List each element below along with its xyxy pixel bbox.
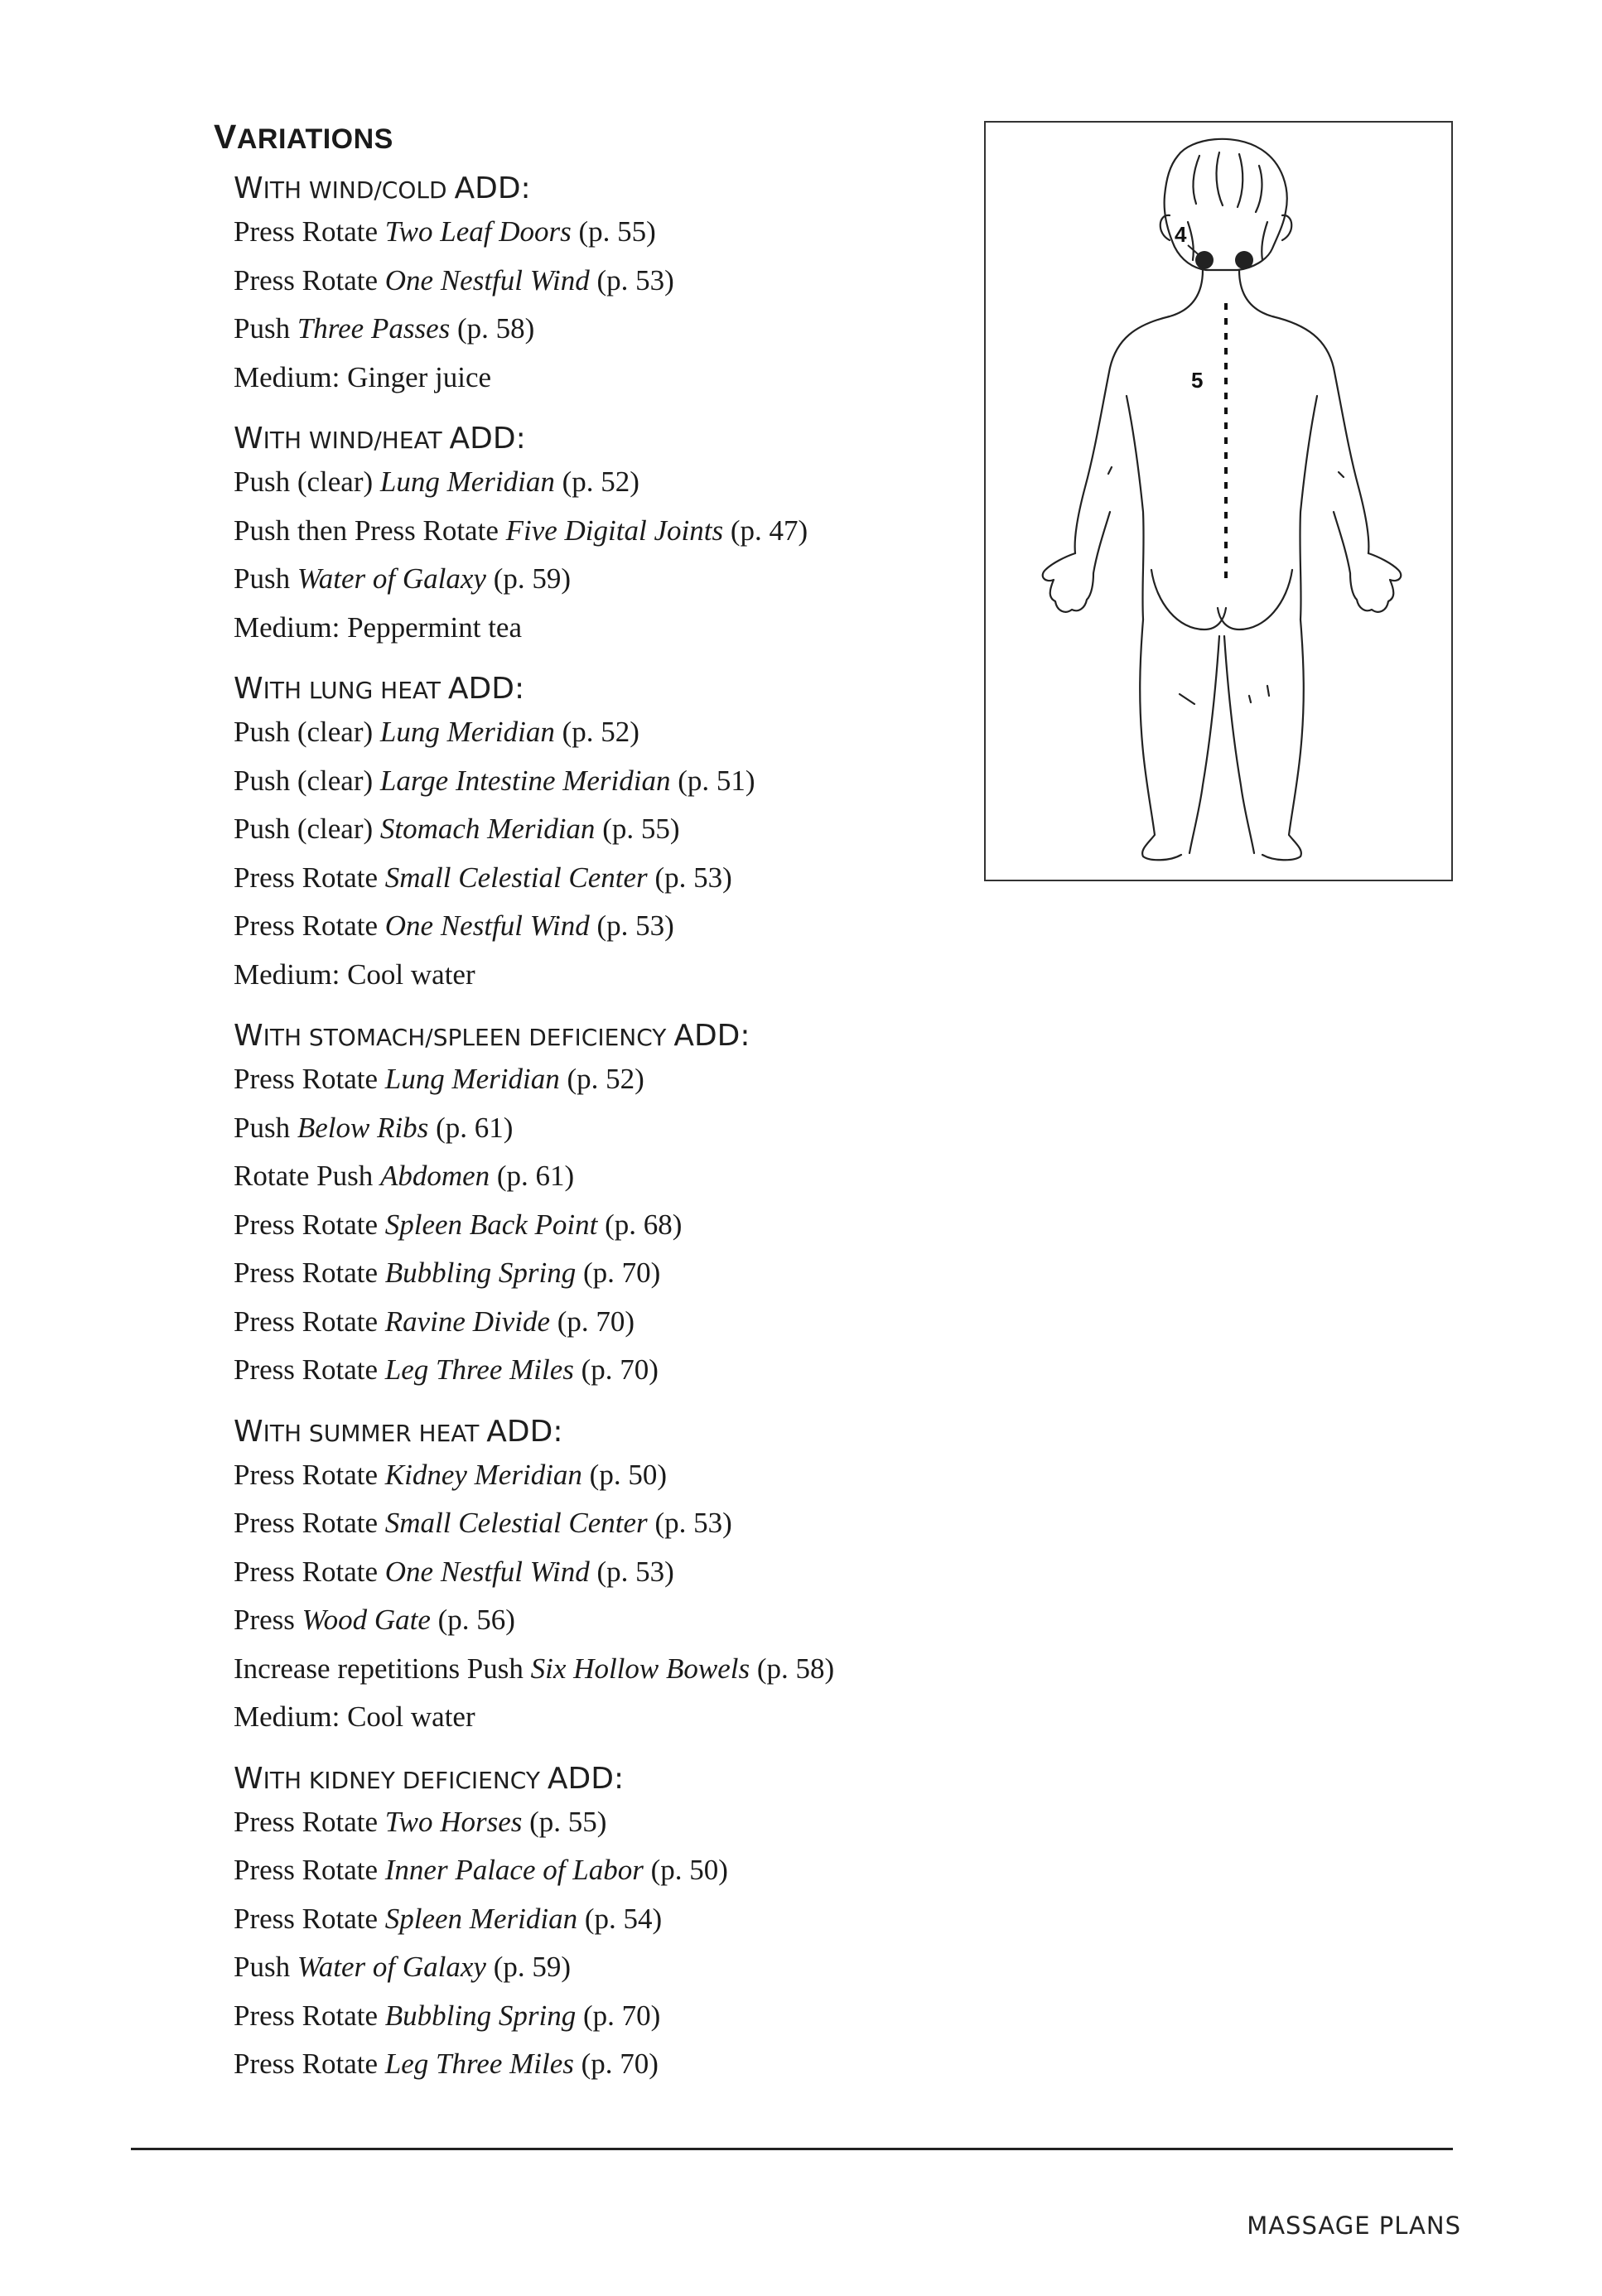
technique-page-ref: (p. 68): [597, 1208, 683, 1241]
technique-item: [234, 1992, 979, 2041]
technique-point-name: Leg Three Miles: [384, 1353, 574, 1386]
technique-action: Press Rotate: [234, 1999, 385, 2032]
hair-strand: [1217, 152, 1223, 205]
variation-heading-add: ADD:: [486, 1414, 563, 1449]
technique-page-ref: (p. 53): [589, 263, 674, 297]
technique-page-ref: (p. 70): [576, 1999, 661, 2032]
body-mark: [1339, 472, 1344, 477]
technique-point-name: Leg Three Miles: [384, 2048, 574, 2080]
buttocks: [1151, 570, 1226, 629]
heading-rest: ARIATIONS: [236, 123, 393, 155]
right-leg: [1262, 620, 1304, 860]
technique-item: [234, 1548, 979, 1597]
technique-page-ref: (p. 59): [485, 1951, 572, 1983]
technique-item: [234, 1499, 979, 1548]
technique-item: [234, 2040, 979, 2089]
technique-item: [234, 1451, 979, 1500]
left-leg: [1140, 620, 1181, 860]
right-side: [1300, 396, 1317, 620]
body-mark: [1180, 694, 1194, 704]
technique-point-name: Water of Galaxy: [297, 1951, 486, 1983]
technique-action: Press Rotate: [234, 263, 385, 297]
variation-heading-initial: W: [234, 1414, 263, 1449]
variation-heading-text: ITH SUMMER HEAT: [263, 1419, 480, 1447]
torso-outline: [1075, 270, 1203, 553]
technique-action: Medium: Cool water: [234, 1700, 475, 1733]
left-leg-inner: [1189, 636, 1219, 853]
technique-item: [234, 1596, 979, 1645]
technique-point-name: Spleen Back Point: [384, 1208, 598, 1241]
footer-section-title: MASSAGE PLANS: [1247, 2212, 1461, 2240]
technique-page-ref: (p. 52): [554, 465, 639, 498]
technique-page-ref: (p. 58): [750, 1652, 835, 1685]
technique-page-ref: (p. 53): [647, 1507, 732, 1539]
technique-item: [234, 1055, 979, 1104]
technique-point-name: Bubbling Spring: [384, 1257, 577, 1289]
technique-action: Press Rotate: [234, 1063, 385, 1095]
hair-strand: [1262, 222, 1267, 260]
technique-page-ref: (p. 58): [450, 312, 535, 345]
technique-item: [234, 555, 979, 604]
technique-point-name: Bubbling Spring: [384, 1999, 577, 2032]
hair-strand: [1194, 156, 1199, 204]
footer-divider: [131, 2148, 1453, 2150]
buttocks: [1218, 570, 1292, 629]
variation-heading-text: ITH LUNG HEAT: [263, 677, 441, 704]
technique-action: Press Rotate: [234, 1902, 385, 1935]
technique-action: Press Rotate: [234, 215, 385, 248]
technique-action: Push: [234, 312, 297, 345]
technique-point-name: Ravine Divide: [384, 1305, 550, 1338]
technique-point-name: One Nestful Wind: [384, 263, 590, 297]
technique-list: [234, 1055, 979, 1395]
technique-point-name: Lung Meridian: [384, 1063, 560, 1095]
technique-action: Press Rotate: [234, 1854, 385, 1886]
technique-action: Press Rotate: [234, 1353, 385, 1386]
technique-point-name: Kidney Meridian: [384, 1458, 582, 1491]
technique-item: [234, 805, 979, 854]
variation-section: [234, 1412, 979, 1742]
body-mark: [1267, 686, 1269, 696]
variation-section: [234, 1759, 979, 2089]
technique-action: Press Rotate: [234, 1305, 385, 1338]
technique-action: Push: [234, 562, 297, 595]
technique-page-ref: (p. 54): [577, 1902, 663, 1935]
technique-page-ref: (p. 47): [723, 514, 808, 547]
technique-item: [234, 1104, 979, 1153]
variation-heading: [234, 169, 979, 208]
technique-point-name: Lung Meridian: [379, 465, 555, 498]
hair-strand: [1256, 166, 1262, 212]
variation-heading: [234, 1412, 979, 1451]
variation-section: [234, 169, 979, 402]
technique-point-name: Inner Palace of Labor: [384, 1854, 644, 1886]
variation-heading-add: ADD:: [449, 422, 526, 456]
variation-heading-initial: W: [234, 171, 263, 205]
variation-heading: [234, 1759, 979, 1798]
point-label-4: 4: [1175, 222, 1187, 247]
point-label-5: 5: [1191, 368, 1204, 393]
technique-page-ref: (p. 61): [490, 1160, 575, 1192]
technique-item: [234, 1943, 979, 1992]
torso-outline: [1239, 270, 1368, 553]
variation-section: [234, 1016, 979, 1395]
technique-point-name: Spleen Meridian: [384, 1902, 578, 1935]
technique-item: [234, 854, 979, 903]
technique-item: [234, 458, 979, 507]
body-mark: [1249, 696, 1251, 702]
technique-action: Push (clear): [234, 716, 380, 748]
variation-heading-add: ADD:: [547, 1761, 625, 1796]
variation-heading-text: ITH WIND/HEAT: [263, 427, 442, 454]
technique-page-ref: (p. 52): [559, 1063, 644, 1095]
technique-point-name: Wood Gate: [302, 1604, 431, 1636]
technique-point-name: Two Leaf Doors: [384, 215, 572, 248]
heading-initial: V: [214, 118, 237, 156]
variation-heading-add: ADD:: [454, 171, 531, 205]
technique-point-name: Water of Galaxy: [297, 562, 486, 595]
technique-page-ref: (p. 50): [643, 1854, 728, 1886]
variation-heading-initial: W: [234, 422, 263, 456]
technique-item: [234, 1846, 979, 1895]
technique-item: [234, 604, 979, 653]
variation-section: [234, 669, 979, 999]
technique-item: [234, 1346, 979, 1395]
technique-page-ref: (p. 70): [576, 1257, 661, 1289]
variation-heading: [234, 1016, 979, 1055]
acupoint-right: [1235, 251, 1253, 269]
technique-item: [234, 1895, 979, 1944]
technique-item: [234, 257, 979, 306]
technique-list: [234, 1798, 979, 2089]
technique-action: Press Rotate: [234, 1555, 385, 1588]
technique-action: Press Rotate: [234, 1208, 385, 1241]
technique-point-name: Five Digital Joints: [505, 514, 724, 547]
technique-page-ref: (p. 50): [581, 1458, 667, 1491]
technique-action: Push (clear): [234, 813, 380, 845]
technique-page-ref: (p. 59): [485, 562, 572, 595]
technique-point-name: Large Intestine Meridian: [379, 764, 671, 797]
technique-item: [234, 1298, 979, 1347]
technique-action: Press Rotate: [234, 1257, 385, 1289]
technique-item: [234, 1201, 979, 1250]
technique-item: [234, 507, 979, 556]
technique-item: [234, 1645, 979, 1694]
variation-heading: [234, 419, 979, 458]
technique-action: Press: [234, 1604, 302, 1636]
technique-action: Medium: Ginger juice: [234, 360, 492, 393]
variation-heading-initial: W: [234, 1761, 263, 1796]
technique-page-ref: (p. 61): [428, 1111, 514, 1144]
technique-list: [234, 708, 979, 999]
technique-page-ref: (p. 53): [647, 861, 732, 894]
technique-point-name: Abdomen: [379, 1160, 490, 1192]
pointer-line: [1188, 245, 1203, 258]
technique-point-name: Below Ribs: [297, 1111, 429, 1144]
technique-point-name: Stomach Meridian: [379, 813, 596, 845]
technique-action: Medium: Cool water: [234, 957, 475, 991]
technique-action: Press Rotate: [234, 909, 385, 942]
variations-list: [234, 169, 979, 2089]
technique-item: [234, 951, 979, 1000]
technique-item: [234, 1798, 979, 1847]
variation-heading-initial: W: [234, 1019, 263, 1053]
technique-action: Press Rotate: [234, 1458, 385, 1491]
technique-action: Push: [234, 1111, 297, 1144]
technique-action: Press Rotate: [234, 1805, 385, 1838]
technique-page-ref: (p. 55): [595, 813, 680, 845]
technique-point-name: One Nestful Wind: [384, 1555, 590, 1588]
technique-page-ref: (p. 52): [554, 716, 639, 748]
technique-point-name: One Nestful Wind: [384, 909, 590, 942]
left-side: [1127, 396, 1144, 620]
variation-heading-initial: W: [234, 672, 263, 706]
technique-action: Push (clear): [234, 465, 380, 498]
technique-point-name: Three Passes: [297, 312, 451, 345]
technique-action: Rotate Push: [234, 1160, 380, 1192]
technique-item: [234, 1249, 979, 1298]
right-leg-inner: [1224, 636, 1254, 853]
technique-point-name: Six Hollow Bowels: [530, 1652, 750, 1685]
technique-action: Push: [234, 1951, 297, 1983]
technique-action: Medium: Peppermint tea: [234, 610, 522, 644]
technique-item: [234, 354, 979, 403]
technique-item: [234, 305, 979, 354]
technique-action: Push then Press Rotate: [234, 514, 506, 547]
child-back-illustration: [986, 123, 1451, 880]
technique-item: [234, 708, 979, 757]
variation-heading: [234, 669, 979, 708]
technique-point-name: Lung Meridian: [379, 716, 555, 748]
technique-action: Increase repetitions Push: [234, 1652, 531, 1685]
technique-point-name: Small Celestial Center: [384, 1507, 648, 1539]
technique-item: [234, 757, 979, 806]
technique-page-ref: (p. 53): [589, 909, 674, 942]
child-back-diagram: [984, 121, 1453, 881]
technique-item: [234, 208, 979, 257]
technique-page-ref: (p. 70): [573, 2048, 659, 2080]
technique-page-ref: (p. 55): [571, 215, 656, 248]
technique-page-ref: (p. 70): [573, 1353, 659, 1386]
hair-strand: [1238, 154, 1243, 207]
head-outline: [1165, 139, 1287, 270]
technique-point-name: Small Celestial Center: [384, 861, 648, 894]
technique-page-ref: (p. 55): [522, 1805, 607, 1838]
technique-item: [234, 902, 979, 951]
variation-heading-text: ITH WIND/COLD: [263, 176, 447, 204]
body-mark: [1108, 467, 1112, 474]
technique-page-ref: (p. 56): [430, 1604, 515, 1636]
technique-action: Push (clear): [234, 764, 380, 797]
variation-heading-add: ADD:: [447, 672, 525, 706]
technique-item: [234, 1693, 979, 1742]
technique-page-ref: (p. 53): [589, 1555, 674, 1588]
technique-point-name: Two Horses: [384, 1805, 523, 1838]
technique-action: Press Rotate: [234, 861, 385, 894]
technique-action: Press Rotate: [234, 1507, 385, 1539]
technique-action: Press Rotate: [234, 2048, 385, 2080]
technique-list: [234, 208, 979, 402]
variation-heading-add: ADD:: [673, 1019, 750, 1053]
hair-strand: [1188, 222, 1194, 260]
variation-heading-text: ITH STOMACH/SPLEEN DEFICIENCY: [263, 1024, 667, 1051]
variation-section: [234, 419, 979, 652]
technique-list: [234, 458, 979, 652]
technique-page-ref: (p. 51): [670, 764, 755, 797]
variations-heading: [214, 118, 393, 157]
technique-list: [234, 1451, 979, 1742]
technique-item: [234, 1152, 979, 1201]
technique-page-ref: (p. 70): [549, 1305, 635, 1338]
variation-heading-text: ITH KIDNEY DEFICIENCY: [263, 1766, 540, 1794]
